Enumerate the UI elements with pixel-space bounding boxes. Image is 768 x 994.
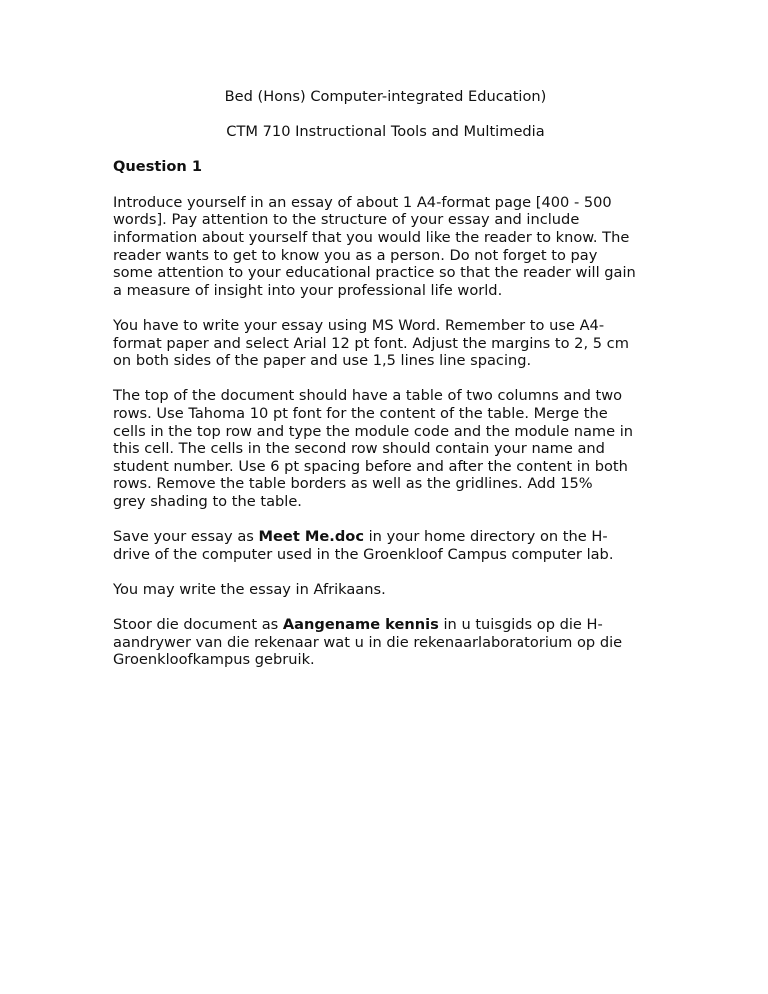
question-heading: Question 1 bbox=[113, 158, 203, 176]
paragraph-language-note bbox=[113, 581, 658, 599]
text-line bbox=[113, 528, 658, 546]
text-fragment: Save your essay as bbox=[113, 528, 259, 546]
text-line: Groenkloofkampus gebruik. bbox=[113, 651, 315, 669]
text-line: rows. Use Tahoma 10 pt font for the content of the table. Merge the bbox=[113, 404, 608, 422]
text-line: You have to write your essay using MS Word. Remember to use A4- bbox=[113, 316, 605, 334]
text-line: The top of the document should have a table of two columns and two bbox=[113, 387, 623, 405]
document-title-module: CTM 710 Instructional Tools and Multimedia bbox=[226, 122, 545, 140]
text-line: words]. Pay attention to the structure of your essay and include bbox=[113, 211, 580, 229]
text-line: aandrywer van die rekenaar wat u in die rekenaarlaboratorium op die bbox=[113, 633, 623, 651]
text-line bbox=[113, 616, 658, 634]
text-line: student number. Use 6 pt spacing before and after the content in both bbox=[113, 457, 628, 475]
text-line: a measure of insight into your professional life world. bbox=[113, 281, 503, 299]
document-title-degree: Bed (Hons) Computer-integrated Education) bbox=[224, 88, 547, 105]
filename-emphasis: Meet Me.doc bbox=[258, 528, 364, 546]
paragraph-save-instructions bbox=[113, 528, 658, 563]
text-line: rows. Remove the table borders as well as the gridlines. Add 15% bbox=[113, 475, 593, 493]
text-line: information about yourself that you would like the reader to know. The bbox=[113, 228, 630, 246]
text-line: Introduce yourself in an essay of about 1 A4-format page [400 - 500 bbox=[113, 193, 612, 211]
text-line: cells in the top row and type the module code and the module name in bbox=[113, 422, 634, 440]
text-line: format paper and select Arial 12 pt font. Adjust the margins to 2, 5 cm bbox=[113, 334, 629, 352]
paragraph-formatting bbox=[113, 317, 658, 370]
text-line: reader wants to get to know you as a person. Do not forget to pay bbox=[113, 246, 598, 264]
text-line: on both sides of the paper and use 1,5 lines line spacing. bbox=[113, 352, 532, 370]
text-line: You may write the essay in Afrikaans. bbox=[113, 580, 386, 598]
filename-emphasis: Aangename kennis bbox=[282, 616, 439, 634]
text-fragment: in your home directory on the H- bbox=[363, 528, 608, 546]
document-page bbox=[113, 88, 658, 686]
text-line: grey shading to the table. bbox=[113, 492, 302, 510]
text-fragment: Stoor die document as bbox=[113, 616, 283, 634]
paragraph-introduction bbox=[113, 194, 658, 300]
text-line: drive of the computer used in the Groenkloof Campus computer lab. bbox=[113, 545, 614, 563]
paragraph-afrikaans-save bbox=[113, 616, 658, 669]
paragraph-table-instructions bbox=[113, 387, 658, 510]
text-line: some attention to your educational practice so that the reader will gain bbox=[113, 264, 636, 282]
text-fragment: in u tuisgids op die H- bbox=[438, 616, 603, 634]
text-line: this cell. The cells in the second row should contain your name and bbox=[113, 440, 605, 458]
